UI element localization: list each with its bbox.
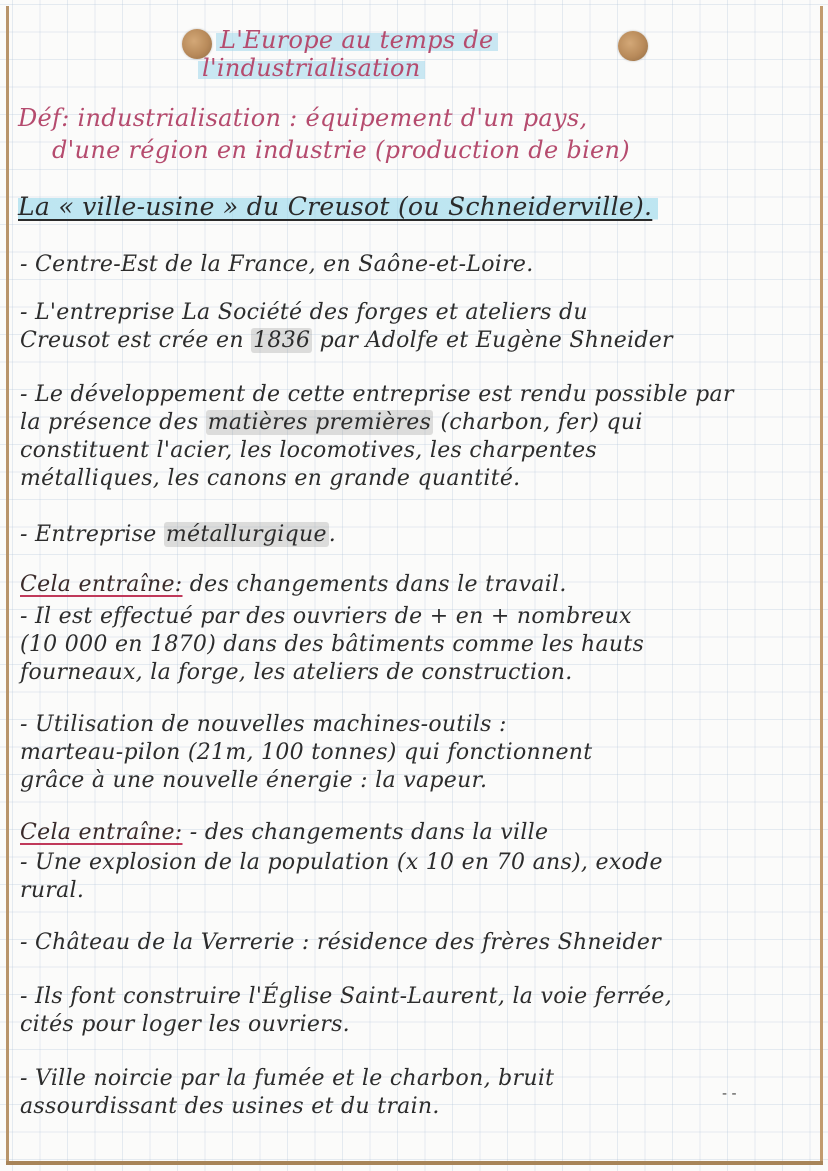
text-fragment: la présence des (20, 410, 206, 435)
paragraph-line (20, 328, 673, 353)
paragraph-line (20, 522, 336, 547)
definition-line-1: Déf: industrialisation : équipement d'un pays, (18, 104, 588, 132)
title-line-2: l'industrialisation (198, 54, 425, 82)
subheading-line (20, 820, 548, 845)
bottom-page-edge (6, 1161, 823, 1165)
paragraph-line: - Ils font construire l'Église Saint-Laurent, la voie ferrée, (20, 984, 673, 1009)
paragraph-line: - Il est effectué par des ouvriers de + en + nombreux (20, 604, 632, 629)
stray-pen-mark: - - (722, 1086, 737, 1102)
paragraph-line: assourdissant des usines et du train. (20, 1094, 440, 1119)
paragraph-line: - Le développement de cette entreprise est rendu possible par (20, 382, 734, 407)
section-heading: La « ville-usine » du Creusot (ou Schneiderville). (18, 192, 658, 221)
subheading-line (20, 572, 567, 597)
text-fragment: - Entreprise (20, 522, 164, 547)
subheading-label: Cela entraîne: (20, 820, 183, 845)
left-page-edge (6, 6, 9, 1161)
subheading-label: Cela entraîne: (20, 572, 183, 597)
text-fragment: . (328, 522, 337, 547)
text-fragment: Creusot est crée en (20, 328, 252, 353)
title-line-1: L'Europe au temps de (216, 26, 498, 54)
text-fragment: (charbon, fer) qui (433, 410, 643, 435)
paragraph-line: (10 000 en 1870) dans des bâtiments comme les hauts (20, 632, 645, 657)
highlighted-term: matières premières (207, 410, 432, 435)
subheading-text: - des changements dans la ville (189, 820, 549, 845)
highlighted-year: 1836 (253, 328, 311, 353)
text-fragment: par Adolfe et Eugène Shneider (312, 328, 673, 353)
paragraph-line (20, 410, 643, 435)
paragraph-line: marteau-pilon (21m, 100 tonnes) qui fonctionnent (20, 740, 593, 765)
paragraph-line: - Château de la Verrerie : résidence des frères Shneider (20, 930, 662, 955)
paragraph-line: - L'entreprise La Société des forges et ateliers du (20, 300, 588, 325)
binder-hole-right-icon (618, 31, 648, 61)
paragraph-line: - Ville noircie par la fumée et le charbon, bruit (20, 1066, 555, 1091)
definition-line-2: d'une région en industrie (production de bien) (52, 136, 630, 164)
paragraph-line: cités pour loger les ouvriers. (20, 1012, 350, 1037)
paragraph-line: fourneaux, la forge, les ateliers de construction. (20, 660, 573, 685)
paragraph-line: métalliques, les canons en grande quantité. (20, 466, 521, 491)
highlighted-term: métallurgique (165, 522, 327, 547)
paragraph-line: - Utilisation de nouvelles machines-outils : (20, 712, 507, 737)
paragraph-line: constituent l'acier, les locomotives, les charpentes (20, 438, 597, 463)
subheading-text: des changements dans le travail. (189, 572, 567, 597)
paragraph-line: - Centre-Est de la France, en Saône-et-Loire. (20, 252, 534, 277)
paragraph-line: rural. (20, 878, 85, 903)
paragraph-line: grâce à une nouvelle énergie : la vapeur. (20, 768, 488, 793)
paragraph-line: - Une explosion de la population (x 10 en 70 ans), exode (20, 850, 663, 875)
right-page-edge (820, 6, 823, 1161)
